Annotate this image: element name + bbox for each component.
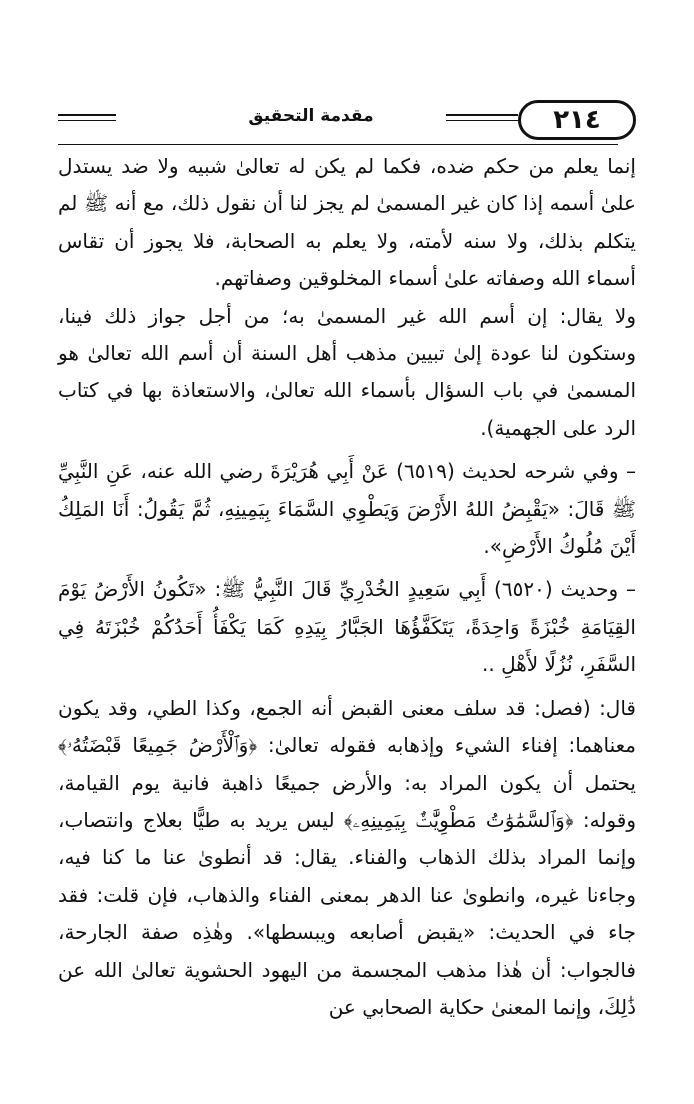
paragraph-4: – وحديث (٦٥٢٠) أَبِي سَعِيدٍ الخُدْرِيِّ قَالَ النَّبِيُّ ﷺ: «تَكُونُ الأَرْضُ يَوْمَ القِيَامَةِ خُبْزَةً وَاحِدَةً، يَتَكَفَّؤُهَا الجَبَّارُ بِيَدِهِ كَمَا يَكْفَأُ أَحَدُكُمْ خُبْزَتَهُ فِي السَّفَرِ، نُزُلًا لأَهْلِ .. [58,577,637,677]
paragraph-5: قال: (فصل: قد سلف معنى القبض أنه الجمع، وكذا الطي، وقد يكون معناهما: إفناء الشيء وإذهابه فقوله تعالىٰ: ﴿وَٱلْأَرْضُ جَمِيعًا قَبْضَتُهُۥ﴾ يحتمل أن يكون المراد به: والأرض جميعًا ذاهبة فانية يوم القيامة، وقوله: ﴿وَٱلسَّمَٰوَٰتُ مَطْوِيَّٰتٌۢ بِيَمِينِهِۦ﴾ ليس يريد به طيًّا بعلاج وانتصاب، وإنما المراد بذلك الذهاب والفناء. يقال: قد أنطوىٰ عنا ما كنا فيه، وجاءنا غيره، وانطوىٰ عنا الدهر بمعنى الفناء والذهاب، فإن قلت: فقد جاء في الحديث: «يقبض أصابعه ويبسطها». وهٰذِه صفة الجارحة، فالجواب: أن هٰذا مذهب المجسمة من اليهود الحشوية تعالىٰ الله عن ذَٰلِكَ، وإنما المعنىٰ حكاية الصحابي عن [58,695,636,1019]
paragraph-1: إنما يعلم من حكم ضده، فكما لم يكن له تعالىٰ شبيه ولا ضد يستدل علىٰ أسمه إذا كان غير المسمىٰ لم يجز لنا أن نقول ذلك، مع أنه ﷺ لم يتكلم بذلك، ولا سنه لأمته، ولا يعلم به الصحابة، فلا يجوز أن تقاس أسماء الله وصفاته علىٰ أسماء المخلوقين وصفاتهم. [58,154,636,291]
header-rule-left-bottom [58,120,116,121]
page-header [58,86,628,146]
page-body [58,148,636,1026]
page-number-badge [518,100,636,140]
paragraph-2: ولا يقال: إن أسم الله غير المسمىٰ به؛ من أجل جواز ذلك فينا، وستكون لنا عودة إلىٰ تبيين مذهب أهل السنة أن أسم الله تعالىٰ هو المسمىٰ في باب السؤال بأسماء الله تعالىٰ، والاستعاذة بها في كتاب الرد على الجهمية). [58,303,636,440]
header-rule-underline [58,144,618,145]
section-title: مقدمة التحقيق [176,106,446,126]
header-rule-left-top [58,114,116,116]
page-number: ٢١٤ [553,105,601,135]
paragraph-3: – وفي شرحه لحديث (٦٥١٩) عَنْ أَبِي هُرَيْرَةَ رضي الله عنه، عَنِ النَّبِيِّ ﷺ قَالَ: «يَقْبِضُ اللهُ الأَرْضَ وَيَطْوِي السَّمَاءَ بِيَمِينِهِ، ثُمَّ يَقُولُ: أَنَا المَلِكُ أَيْنَ مُلُوكُ الأَرْضِ». [58,459,636,559]
